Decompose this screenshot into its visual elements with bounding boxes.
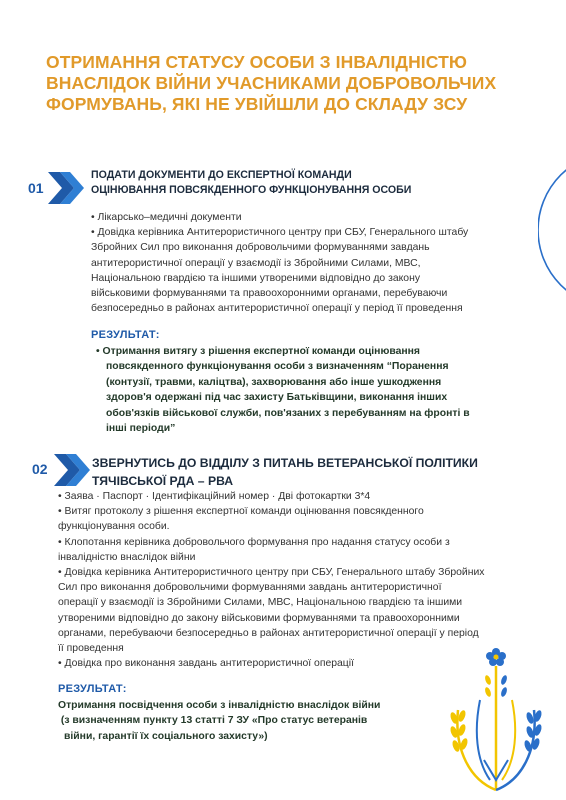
result-line: (з визначенням пункту 13 статті 7 ЗУ «Про статус ветеранів xyxy=(58,715,368,727)
step-1-result-text xyxy=(96,344,470,436)
flower-icon xyxy=(486,648,506,666)
list-item: функціонування особи. xyxy=(58,521,170,533)
list-item: операції у взаємодії із Збройними Силами, МВС, Національною гвардією та іншими xyxy=(58,597,463,609)
list-item: • Заява · Паспорт · Ідентифікаційний номер · Дві фотокартки 3*4 xyxy=(58,491,371,502)
trident-wheat-emblem xyxy=(440,640,550,795)
step-number-2: 02 xyxy=(32,461,48,477)
step-2-heading xyxy=(92,454,478,490)
list-item: органами, перебуваючи безпосередньо в районах антитерористичної операції у період xyxy=(58,627,479,639)
step-1-result-label: РЕЗУЛЬТАТ: xyxy=(91,329,160,341)
list-item: антитерористичної операції у взаємодії із Збройними Силами, МВС, xyxy=(91,257,421,269)
page-title: ОТРИМАННЯ СТАТУСУ ОСОБИ З ІНВАЛІДНІСТЮ ВНАСЛІДОК ВІЙНИ УЧАСНИКАМИ ДОБРОВОЛЬЧИХ ФОРМУВАНЬ, ЯКІ НЕ УВІЙШЛИ ДО СКЛАДУ ЗСУ xyxy=(46,52,497,114)
list-item: безпосередньо в районах антитерористичної операції у період її проведення xyxy=(91,303,463,315)
result-line: інші періоди” xyxy=(106,423,176,435)
double-chevron-arrow-icon xyxy=(46,170,86,206)
list-item: • Довідка керівника Антитерористичного центру при СБУ, Генерального штабу Збройних xyxy=(58,567,485,579)
list-item: • Довідка про виконання завдань антитерористичної операції xyxy=(58,658,354,670)
result-line: (контузії, травми, каліцтва), захворювання або інше ушкодження xyxy=(106,376,442,388)
list-item: утвореними відповідно до закону військовими формуваннями та правоохоронними xyxy=(58,612,460,624)
list-item: інвалідністю внаслідок війни xyxy=(58,551,196,563)
step-number-1: 01 xyxy=(28,180,44,196)
result-line: Отримання посвідчення особи з інвалідністю внаслідок війни xyxy=(58,700,381,711)
step-1-heading-line1: ПОДАТИ ДОКУМЕНТИ ДО ЕКСПЕРТНОЇ КОМАНДИ xyxy=(91,169,352,181)
list-item: • Довідка керівника Антитерористичного центру при СБУ, Генерального штабу xyxy=(91,227,469,239)
step-2-document-list xyxy=(58,489,484,671)
list-item: Збройних Сил про виконання добровольчими формуваннями завдань xyxy=(91,242,430,254)
list-item: • Витяг протоколу з рішення експертної команди оцінювання повсякденного xyxy=(58,506,424,518)
list-item: • Лікарсько–медичні документи xyxy=(91,212,242,223)
list-item: Сил про виконання добровольчими формуваннями завдань антитерористичної xyxy=(58,582,442,594)
double-chevron-arrow-icon xyxy=(52,452,92,488)
list-item: військовими формуваннями та правоохоронними органами, перебуваючи xyxy=(91,288,448,300)
decorative-arc xyxy=(538,150,566,310)
step-2-heading-line2: ТЯЧІВСЬКОЇ РДА – РВА xyxy=(92,474,234,488)
result-line: війни, гарантії їх соціального захисту») xyxy=(64,730,268,742)
result-line: повсякденного функціонування особи з визначенням “Поранення xyxy=(106,361,449,373)
list-item: її проведення xyxy=(58,643,124,655)
step-2-heading-line1: ЗВЕРНУТИСЬ ДО ВІДДІЛУ З ПИТАНЬ ВЕТЕРАНСЬКОЇ ПОЛІТИКИ xyxy=(92,456,478,470)
step-2-result-text xyxy=(58,698,380,744)
result-line: обов'язків військової служби, пов'язаних з перебуванням на фронті в xyxy=(106,407,470,419)
result-line: • Отримання витягу з рішення експертної команди оцінювання xyxy=(96,346,420,357)
step-1-document-list xyxy=(91,210,468,316)
step-2-result-label: РЕЗУЛЬТАТ: xyxy=(58,683,127,695)
result-line: здоров'я одержані під час захисту Батьківщини, виконання інших xyxy=(106,392,448,404)
step-1-heading-line2: ОЦІНЮВАННЯ ПОВСЯКДЕННОГО ФУНКЦІОНУВАННЯ ОСОБИ xyxy=(91,184,412,196)
list-item: • Клопотання керівника добровольчого формування про надання статусу особи з xyxy=(58,536,450,548)
list-item: Національною гвардією та іншими утвореними відповідно до закону xyxy=(91,272,421,284)
step-1-heading xyxy=(91,168,411,198)
